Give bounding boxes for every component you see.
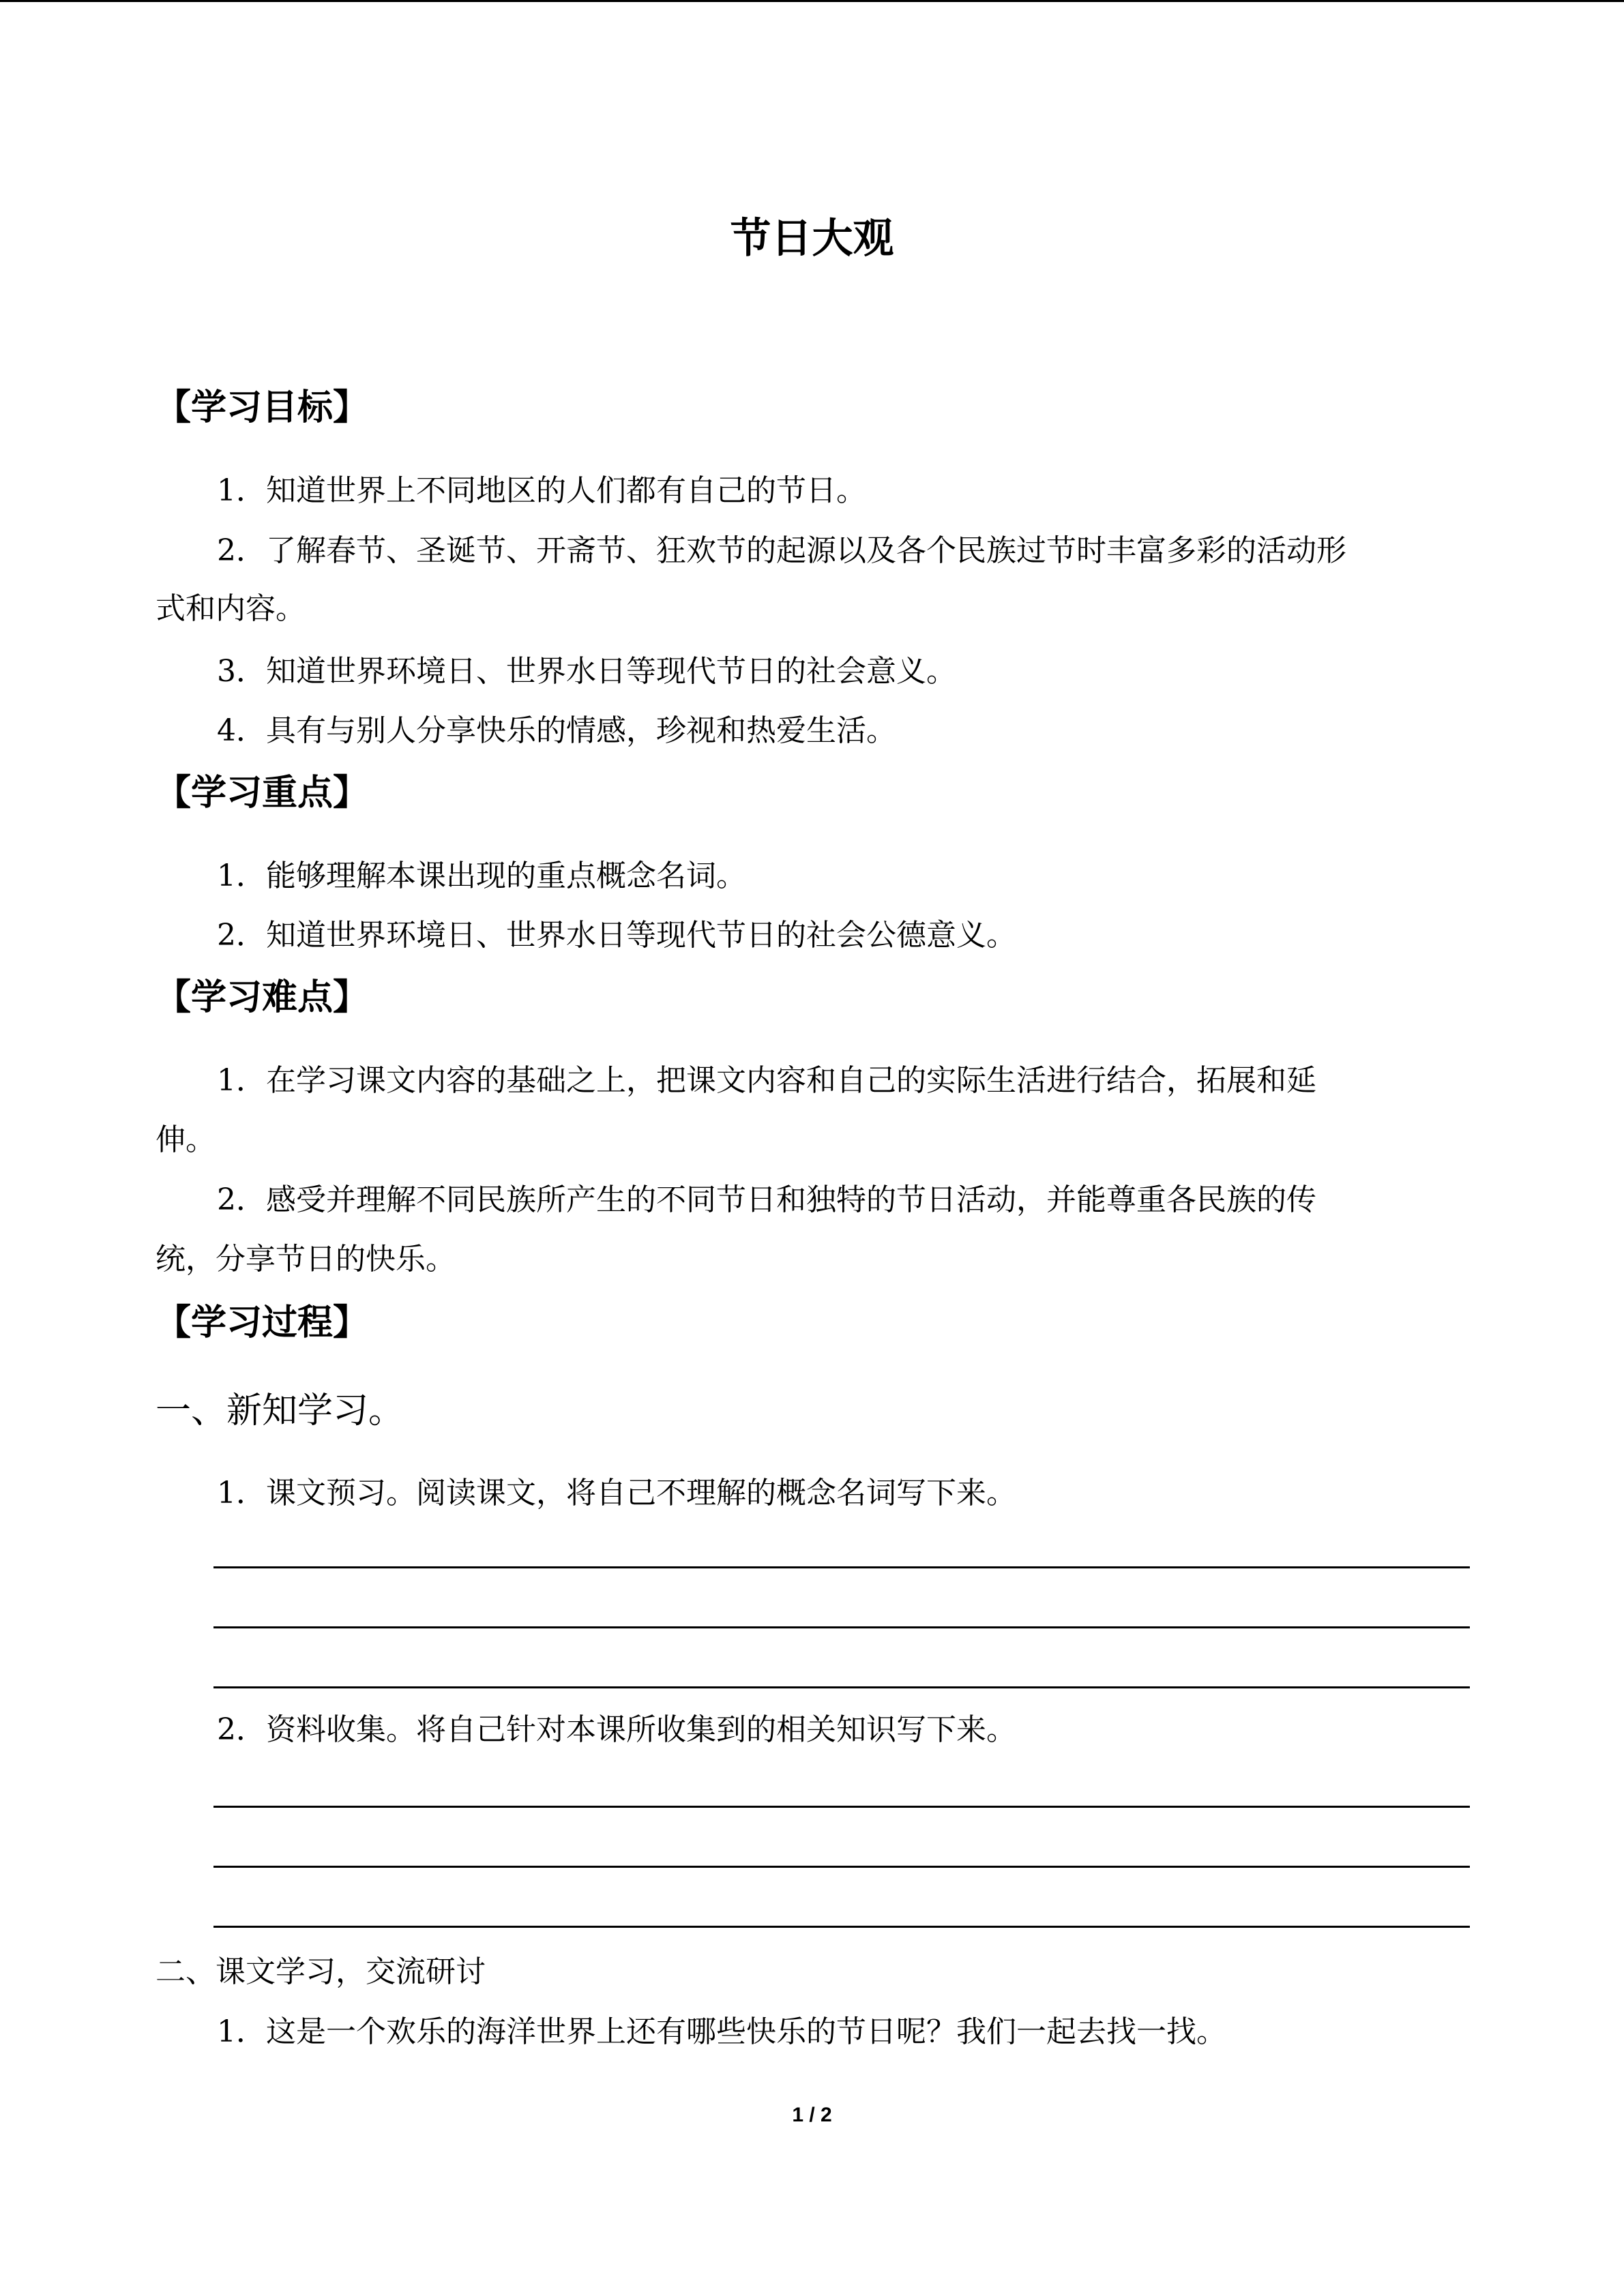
difficulty-item-2: 2．感受并理解不同民族所产生的不同节日和独特的节日活动，并能尊重各民族的传 <box>217 1182 1316 1217</box>
key-point-item-2: 2．知道世界环境日、世界水日等现代节日的社会公德意义。 <box>217 918 1016 953</box>
answer-line <box>213 1566 1470 1568</box>
part2-title: 二、课文学习，交流研讨 <box>156 1954 486 1989</box>
key-points-heading: 【学习重点】 <box>156 773 369 814</box>
key-point-item-1: 1．能够理解本课出现的重点概念名词。 <box>217 859 746 893</box>
question-3: 1．这是一个欢乐的海洋世界上还有哪些快乐的节日呢？我们一起去找一找。 <box>217 2014 1226 2049</box>
question-2: 2．资料收集。将自己针对本课所收集到的相关知识写下来。 <box>217 1712 1016 1747</box>
answer-line <box>213 1686 1470 1688</box>
answer-line <box>213 1926 1470 1928</box>
objective-item-4: 4．具有与别人分享快乐的情感，珍视和热爱生活。 <box>217 713 896 748</box>
difficulty-item-1: 1．在学习课文内容的基础之上，把课文内容和自己的实际生活进行结合，拓展和延 <box>217 1063 1316 1098</box>
page-title: 节日大观 <box>730 215 894 263</box>
objective-item-2: 2．了解春节、圣诞节、开斋节、狂欢节的起源以及各个民族过节时丰富多彩的活动形 <box>217 533 1346 568</box>
page-number: 1 / 2 <box>792 2104 832 2126</box>
question-1: 1．课文预习。阅读课文，将自己不理解的概念名词写下来。 <box>217 1476 1016 1510</box>
part1-title: 一、新知学习。 <box>156 1390 404 1431</box>
objectives-heading: 【学习目标】 <box>156 387 369 428</box>
top-border <box>0 0 1624 2</box>
answer-line <box>213 1806 1470 1808</box>
answer-line <box>213 1866 1470 1868</box>
objective-item-2-cont: 式和内容。 <box>156 591 306 626</box>
difficulty-item-2-cont: 统，分享节日的快乐。 <box>156 1242 456 1277</box>
answer-line <box>213 1626 1470 1628</box>
difficulty-item-1-cont: 伸。 <box>156 1122 216 1157</box>
objective-item-3: 3．知道世界环境日、世界水日等现代节日的社会意义。 <box>217 654 956 689</box>
difficulties-heading: 【学习难点】 <box>156 977 369 1018</box>
objective-item-1: 1．知道世界上不同地区的人们都有自己的节日。 <box>217 473 866 508</box>
process-heading: 【学习过程】 <box>156 1302 369 1343</box>
